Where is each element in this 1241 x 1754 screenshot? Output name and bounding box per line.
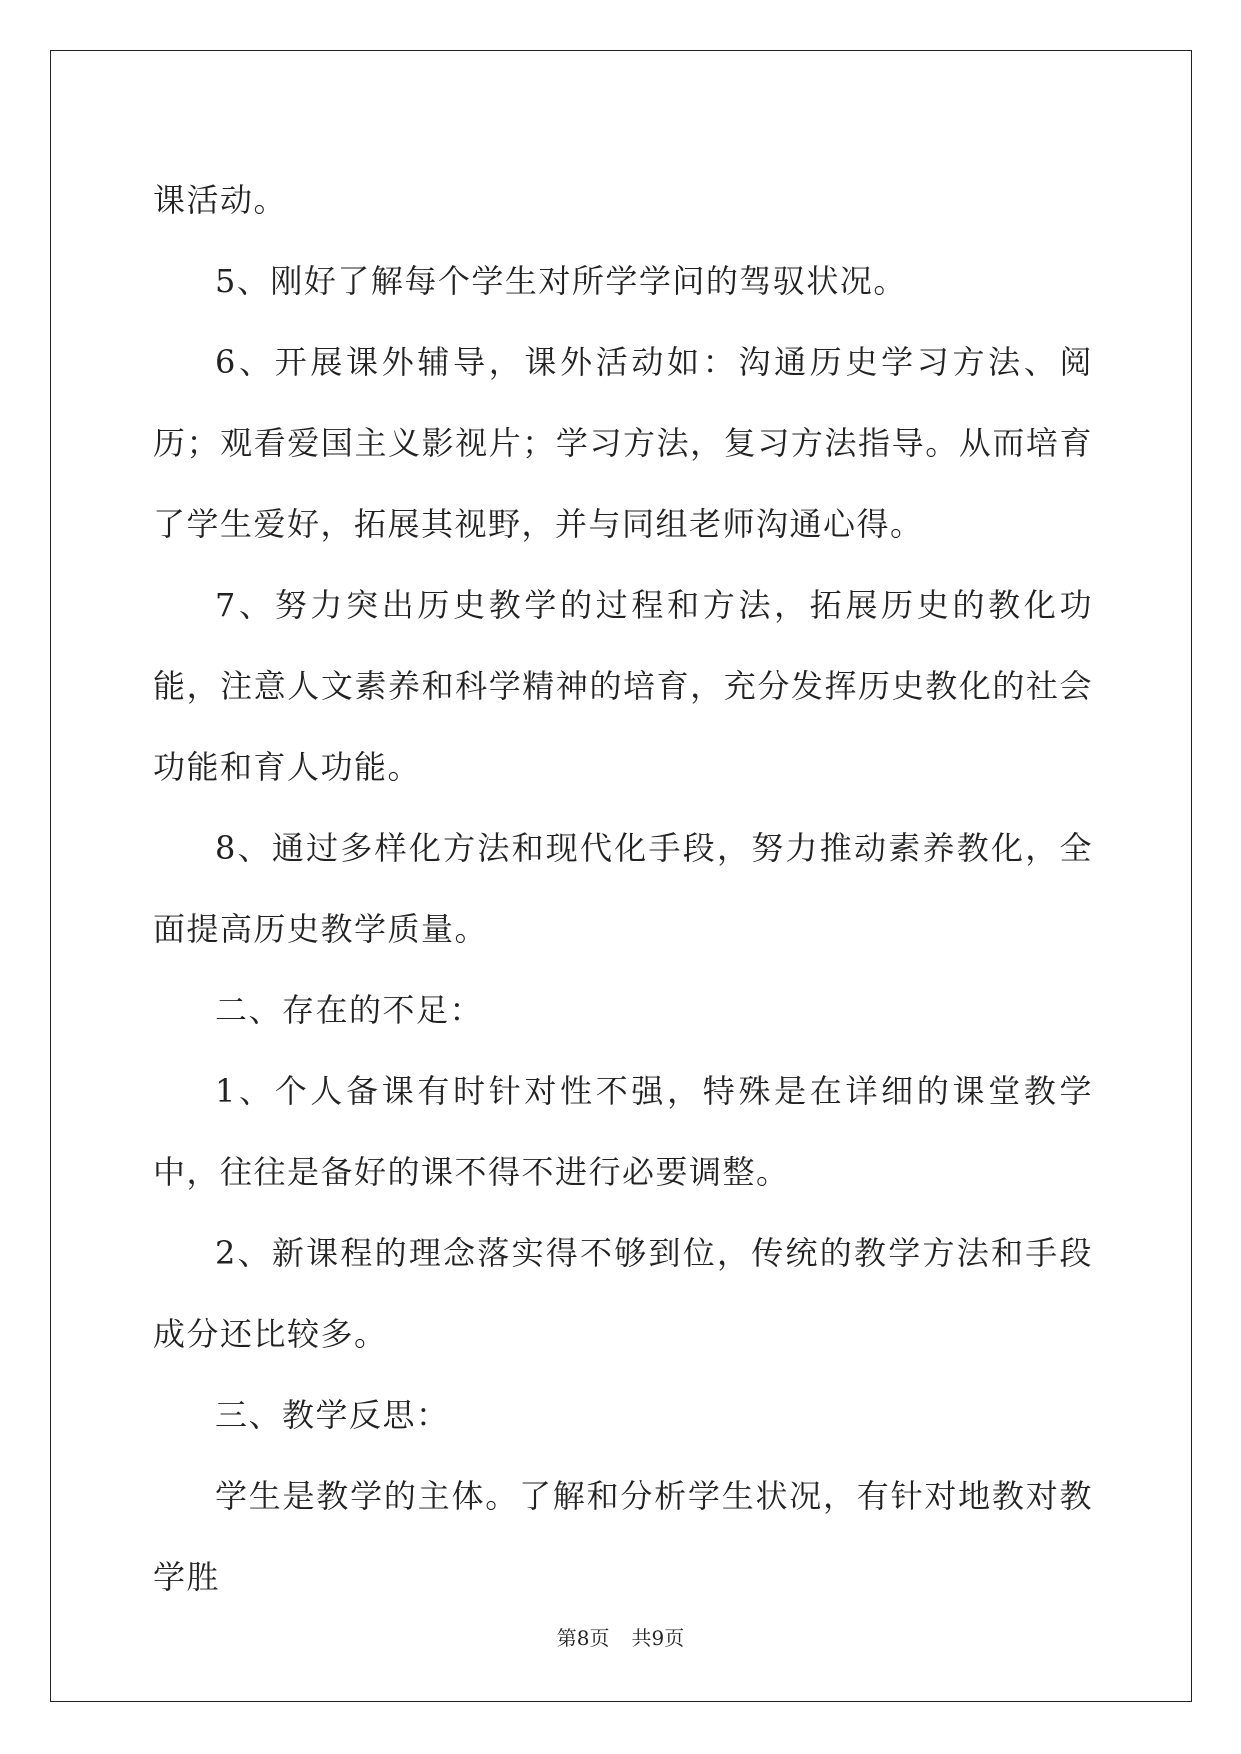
paragraph-4: 7、努力突出历史教学的过程和方法，拓展历史的教化功能，注意人文素养和科学精神的培育，充分发挥历史教化的社会功能和育人功能。 (153, 586, 1093, 786)
paragraph-7: 2、新课程的理念落实得不够到位，传统的教学方法和手段成分还比较多。 (153, 1234, 1093, 1353)
document-body (153, 160, 1093, 1618)
page-total: 共9页 (631, 1626, 685, 1650)
page-number: 第8页 (556, 1626, 610, 1650)
section-heading-shortcomings: 二、存在的不足： (215, 991, 484, 1029)
paragraph-8: 学生是教学的主体。了解和分析学生状况，有针对地教对教学胜 (153, 1477, 1093, 1596)
paragraph-5: 8、通过多样化方法和现代化手段，努力推动素养教化，全面提高历史教学质量。 (153, 829, 1093, 948)
paragraph-1: 课活动。 (153, 181, 288, 219)
paragraph-2: 5、刚好了解每个学生对所学学问的驾驭状况。 (215, 262, 907, 300)
paragraph-3: 6、开展课外辅导，课外活动如：沟通历史学习方法、阅历；观看爱国主义影视片；学习方法，复习方法指导。从而培育了学生爱好，拓展其视野，并与同组老师沟通心得。 (153, 343, 1093, 543)
page-footer (0, 1622, 1241, 1651)
paragraph-6: 1、个人备课有时针对性不强，特殊是在详细的课堂教学中，往往是备好的课不得不进行必要调整。 (153, 1072, 1093, 1191)
section-heading-reflection: 三、教学反思： (215, 1396, 450, 1434)
